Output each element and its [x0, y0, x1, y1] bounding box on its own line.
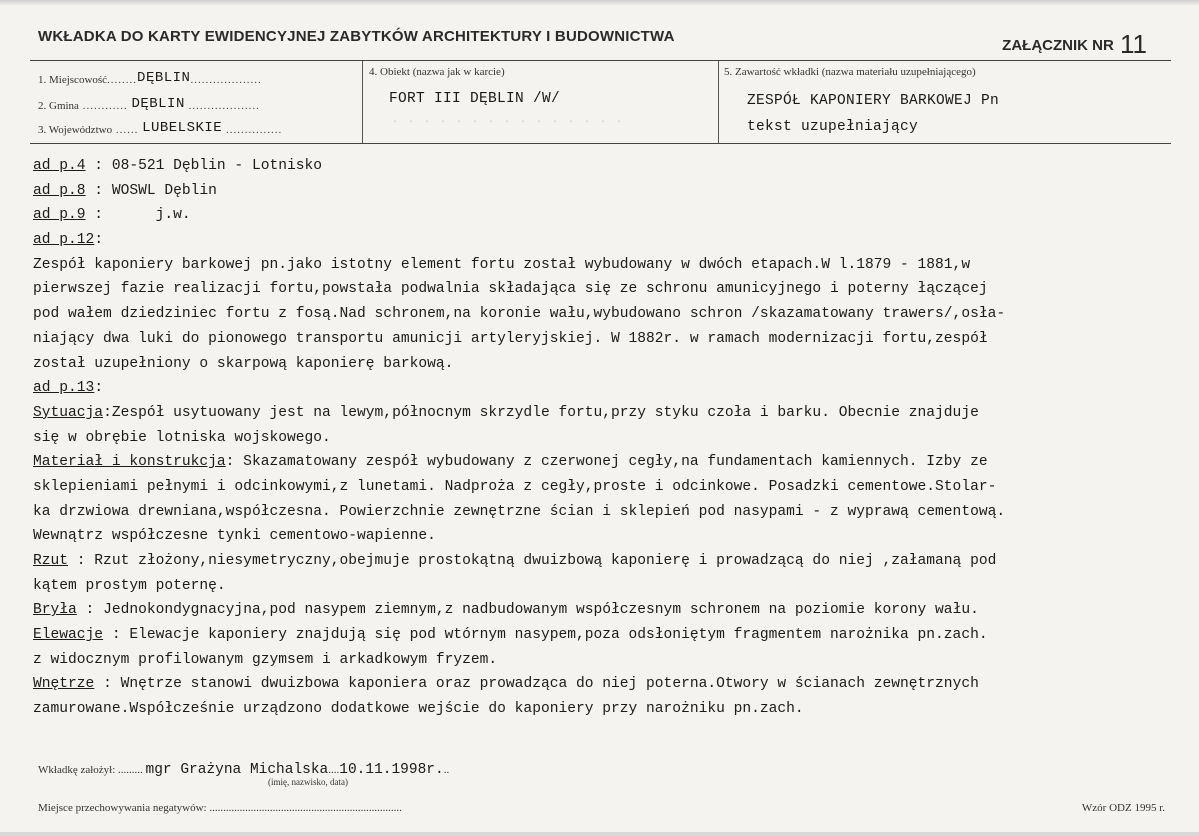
commune-field: 2. Gmina ............ DĘBLIN ...................	[38, 96, 260, 112]
p8-line	[33, 179, 1173, 204]
material-line: ka drzwiowa drewniana,współczesna. Powierzchnie zewnętrzne ścian i sklepień pod nasypami - z wyprawą cementową.	[33, 503, 1006, 520]
p9-line	[33, 203, 1173, 228]
bryla-label: Bryła	[33, 602, 77, 619]
p9-text: : j.w.	[85, 207, 191, 224]
material-line: Wewnątrz współczesne tynki cementowo-wapienne.	[33, 528, 436, 545]
author-value: mgr Grażyna Michalska	[145, 762, 329, 778]
p12-ref: ad p.12	[33, 232, 95, 249]
locality-value: DĘBLIN	[137, 70, 191, 86]
sytuacja-label: Sytuacja	[33, 404, 104, 421]
author-label: Wkładkę założył:	[38, 764, 116, 776]
author-note: (imię, nazwisko, data)	[268, 777, 348, 787]
p12-body-line: został uzupełniony o skarpową kaponierę barkową.	[33, 355, 454, 372]
column-divider	[362, 61, 363, 143]
p12-body-line: pierwszej fazie realizacji fortu,powstała podwalnia składająca się ze schronu amunicyjnego i poterny łączącej	[33, 281, 988, 298]
object-value: FORT III DĘBLIN /W/	[389, 91, 561, 107]
voivodeship-field: 3. Województwo ...... LUBELSKIE ...............	[38, 120, 283, 136]
author-date: 10.11.1998r.	[339, 762, 444, 778]
locality-label: 1. Miejscowość	[38, 74, 108, 86]
p4-line	[33, 154, 1173, 179]
wnetrze-text: : Wnętrze stanowi dwuizbowa kaponiera oraz prowadząca do niej poterna.Otwory w ścianach zewnętrznych	[94, 676, 979, 693]
locality-field: 1. Miejscowość........DĘBLIN...................	[38, 70, 262, 86]
faded-illegible-text: · · · · · · · · · · · · · · ·	[392, 117, 625, 128]
p12-body-line: Zespół kaponiery barkowej pn.jako istotny element fortu został wybudowany w dwóch etapach.W l.1879 - 1881,w	[33, 256, 971, 273]
voivodeship-label: 3. Województwo	[38, 124, 113, 136]
elewacje-line	[33, 623, 1173, 648]
material-text: : Skazamatowany zespół wybudowany z czerwonej cegły,na fundamentach kamiennych. Izby ze	[225, 454, 988, 471]
bryla-line	[33, 598, 1173, 623]
p12-line	[33, 228, 1173, 253]
wnetrze-label: Wnętrze	[33, 676, 95, 693]
p12-body-line: pod wałem dziedziniec fortu z fosą.Nad schronem,na koronie wału,wybudowano schron /skazamatowany trawers/,osła-	[33, 306, 1006, 323]
sytuacja-line: się w obrębie lotniska wojskowego.	[33, 429, 331, 446]
p12-body-line: niający dwa luki do pionowego transportu amunicji artyleryjskiej. W 1882r. w ramach modernizacji fortu,zespół	[33, 330, 988, 347]
rzut-text: : Rzut złożony,niesymetryczny,obejmuje prostokątną dwuizbową kaponierę i prowadzącą do niej ,załamaną pod	[68, 553, 997, 569]
material-line: sklepieniami pełnymi i odcinkowymi,z lunetami. Nadproża z cegły,proste i odcinkowe. Posadzki cementowe.Stolar-	[33, 478, 997, 495]
p4-text: : 08-521 Dęblin - Lotnisko	[85, 158, 323, 174]
annex-label-text: ZAŁĄCZNIK NR	[1002, 37, 1114, 54]
p13-line	[33, 376, 1173, 401]
scan-bottom-edge	[0, 832, 1199, 836]
voivodeship-value: LUBELSKIE	[142, 120, 223, 136]
material-line	[33, 450, 1173, 475]
author-field: Wkładkę założył: ......... mgr Grażyna Michalska....10.11.1998r...	[38, 762, 450, 778]
bryla-text: : Jednokondygnacyjna,pod nasypem ziemnym,z nadbudowanym współczesnym schronem na poziomie korony wału.	[76, 602, 979, 619]
annex-number: 11	[1120, 29, 1147, 59]
column-divider	[718, 61, 719, 143]
sytuacja-line	[33, 401, 1173, 426]
wnetrze-line	[33, 672, 1173, 697]
typed-description	[33, 154, 1173, 722]
p8-text: : WOSWL Dęblin	[85, 182, 217, 199]
form-title: WKŁADKA DO KARTY EWIDENCYJNEJ ZABYTKÓW ARCHITEKTURY I BUDOWNICTWA	[38, 28, 675, 45]
scan-top-edge	[0, 0, 1199, 6]
model-label: Wzór ODZ 1995 r.	[1081, 802, 1165, 814]
p9-ref: ad p.9	[33, 207, 86, 224]
p4-ref: ad p.4	[33, 158, 86, 174]
p8-ref: ad p.8	[33, 182, 86, 199]
sytuacja-text: :Zespół usytuowany jest na lewym,północnym skrzydle fortu,przy styku czoła i barku. Obecnie znajduje	[103, 404, 979, 421]
p13-text: :	[94, 380, 104, 397]
rzut-line: kątem prostym poternę.	[33, 577, 226, 594]
header-fields-box	[30, 60, 1171, 144]
content-value-2: tekst uzupełniający	[747, 119, 919, 135]
p12-text: :	[94, 232, 104, 249]
elewacje-label: Elewacje	[33, 627, 104, 644]
commune-label: 2. Gmina	[38, 100, 79, 112]
commune-value: DĘBLIN	[131, 96, 185, 112]
rzut-line	[33, 549, 1173, 574]
material-label: Materiał i konstrukcja	[33, 454, 226, 471]
content-label: 5. Zawartość wkładki (nazwa materiału uzupełniającego)	[724, 66, 976, 78]
elewacje-line: z widocznym profilowanym gzymsem i arkadkowym fryzem.	[33, 651, 498, 668]
rzut-label: Rzut	[33, 553, 69, 569]
elewacje-text: : Elewacje kaponiery znajdują się pod wtórnym nasypem,poza odsłoniętym fragmentem narożnika pn.zach.	[103, 627, 988, 644]
negatives-field: Miejsce przechowywania negatywów: ......................................................................	[38, 802, 402, 814]
wnetrze-line: zamurowane.Współcześnie urządzono dodatkowe wejście do kaponiery przy narożniku pn.zach.	[33, 701, 804, 718]
annex-label	[1002, 26, 1147, 57]
p13-ref: ad p.13	[33, 380, 95, 397]
object-label: 4. Obiekt (nazwa jak w karcie)	[369, 66, 505, 78]
content-value-1: ZESPÓŁ KAPONIERY BARKOWEJ Pn	[747, 93, 1000, 109]
negatives-label: Miejsce przechowywania negatywów:	[38, 802, 207, 814]
